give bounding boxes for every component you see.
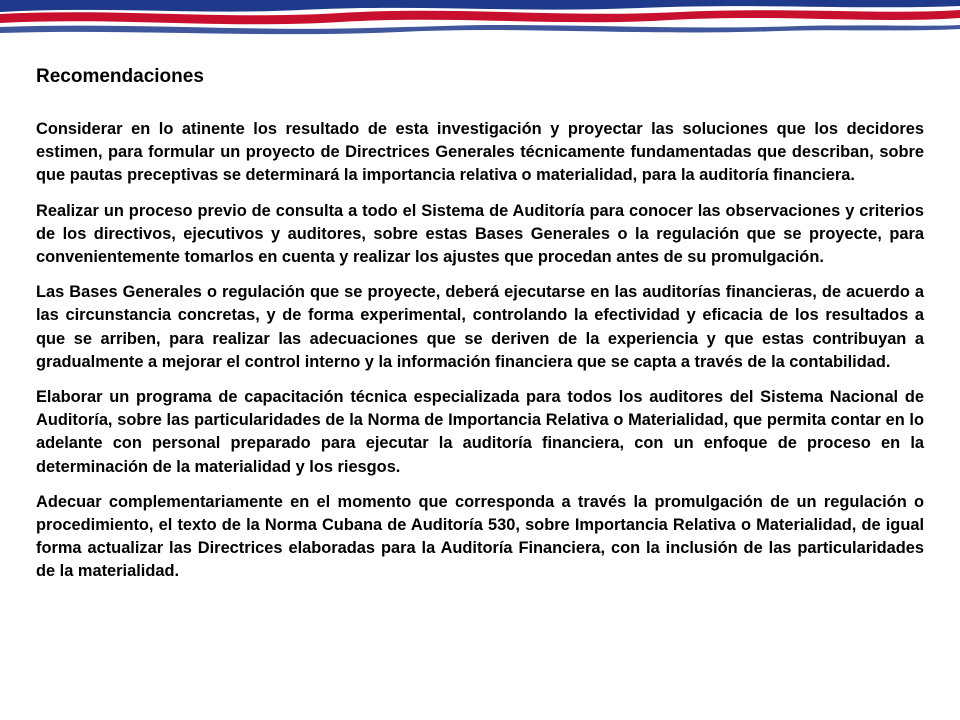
recommendation-paragraph-2: Realizar un proceso previo de consulta a todo el Sistema de Auditoría para conocer las observaciones y criterios de los directivos, ejecutivos y auditores, sobre estas Bases Generales o la regulación que se proyecte, para convenientemente tomarlos en cuenta y realizar los ajustes que procedan antes de su promulgación. xyxy=(36,201,924,267)
slide-title: Recomendaciones xyxy=(36,66,204,87)
recommendation-paragraph-4: Elaborar un programa de capacitación técnica especializada para todos los auditores del Sistema Nacional de Auditoría, sobre las particularidades de la Norma de Importancia Relativa o Materialidad, que permita contar en lo adelante con personal preparado para ejecutar la auditoría financiera, con un enfoque de proceso en la determinación de la materialidad y los riesgos. xyxy=(36,388,924,476)
recommendations-body xyxy=(36,118,924,596)
flag-banner xyxy=(0,0,960,38)
recommendation-paragraph-5: Adecuar complementariamente en el momento que corresponda a través la promulgación de un regulación o procedimiento, el texto de la Norma Cubana de Auditoría 530, sobre Importancia Relativa o Materialidad, de igual forma actualizar las Directrices elaboradas para la Auditoría Financiera, con la inclusión de las particularidades de la materialidad. xyxy=(36,492,924,581)
recommendation-paragraph-3: Las Bases Generales o regulación que se proyecte, deberá ejecutarse en las auditorías financieras, de acuerdo a las circunstancia concretas, y de forma experimental, controlando la efectividad y eficacia de los resultados a que se arriben, para realizar las adecuaciones que se deriven de la experiencia y que estas contribuyan a gradualmente a mejorar el control interno y la información financiera que se capta a través de la contabilidad. xyxy=(36,283,924,371)
recommendation-paragraph-1: Considerar en lo atinente los resultado de esta investigación y proyectar las soluciones que los decidores estimen, para formular un proyecto de Directrices Generales técnicamente fundamentadas que describan, sobre que pautas preceptivas se determinará la importancia relativa o materialidad, para la auditoría financiera. xyxy=(36,120,924,185)
